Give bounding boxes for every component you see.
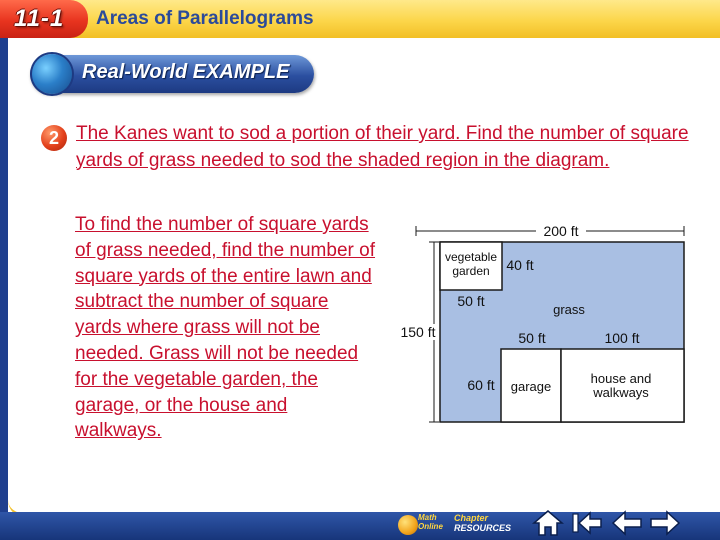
grass-label: grass: [553, 302, 585, 317]
chapter-resources-label-line2: RESOURCES: [454, 523, 512, 533]
math-online-label-line1: Math: [418, 513, 437, 522]
garden-label-line2: garden: [452, 264, 490, 278]
lesson-title: Areas of Parallelograms: [96, 8, 314, 29]
garden-width-label: 40 ft: [506, 257, 534, 273]
math-online-icon: [398, 515, 418, 535]
height-label: 150 ft: [400, 324, 436, 340]
garden-label-line1: vegetable: [444, 250, 498, 264]
math-online-label: [418, 513, 448, 531]
previous-icon[interactable]: [610, 508, 644, 538]
math-online-label-line2: Online: [418, 522, 443, 531]
house-label-line1: house and: [590, 371, 652, 386]
lesson-number: 11-1: [14, 5, 65, 32]
problem-statement: The Kanes want to sod a portion of their yard. Find the number of square yards of grass needed to sod the shaded region in the diagram.: [76, 123, 689, 171]
garage-width-label: 50 ft: [518, 330, 546, 346]
first-slide-icon[interactable]: [570, 508, 604, 538]
house-width-label: 100 ft: [604, 330, 640, 346]
width-label: 200 ft: [543, 223, 579, 239]
step-number-badge: 2: [41, 125, 67, 151]
yard-diagram: [380, 216, 700, 430]
garden-height-label: 50 ft: [457, 293, 485, 309]
home-icon[interactable]: [531, 508, 565, 538]
garage-label: garage: [510, 379, 552, 394]
lower-height-label: 60 ft: [467, 377, 495, 393]
lesson-badge: [0, 0, 88, 38]
solution-explanation: To find the number of square yards of grass needed, find the number of square yards of the entire lawn and subtract the number of square yards where grass will not be needed. Grass will not be needed for the vegetable garden, the garage, or the house and walkways.: [75, 214, 375, 442]
real-world-example-label: Real-World EXAMPLE: [82, 61, 290, 83]
left-accent-strip: [0, 38, 8, 512]
chapter-resources-button[interactable]: [454, 513, 524, 533]
chapter-resources-label-line1: Chapter: [454, 513, 489, 523]
globe-icon: [32, 54, 72, 94]
next-icon[interactable]: [648, 508, 682, 538]
house-label-line2: walkways: [593, 385, 649, 400]
